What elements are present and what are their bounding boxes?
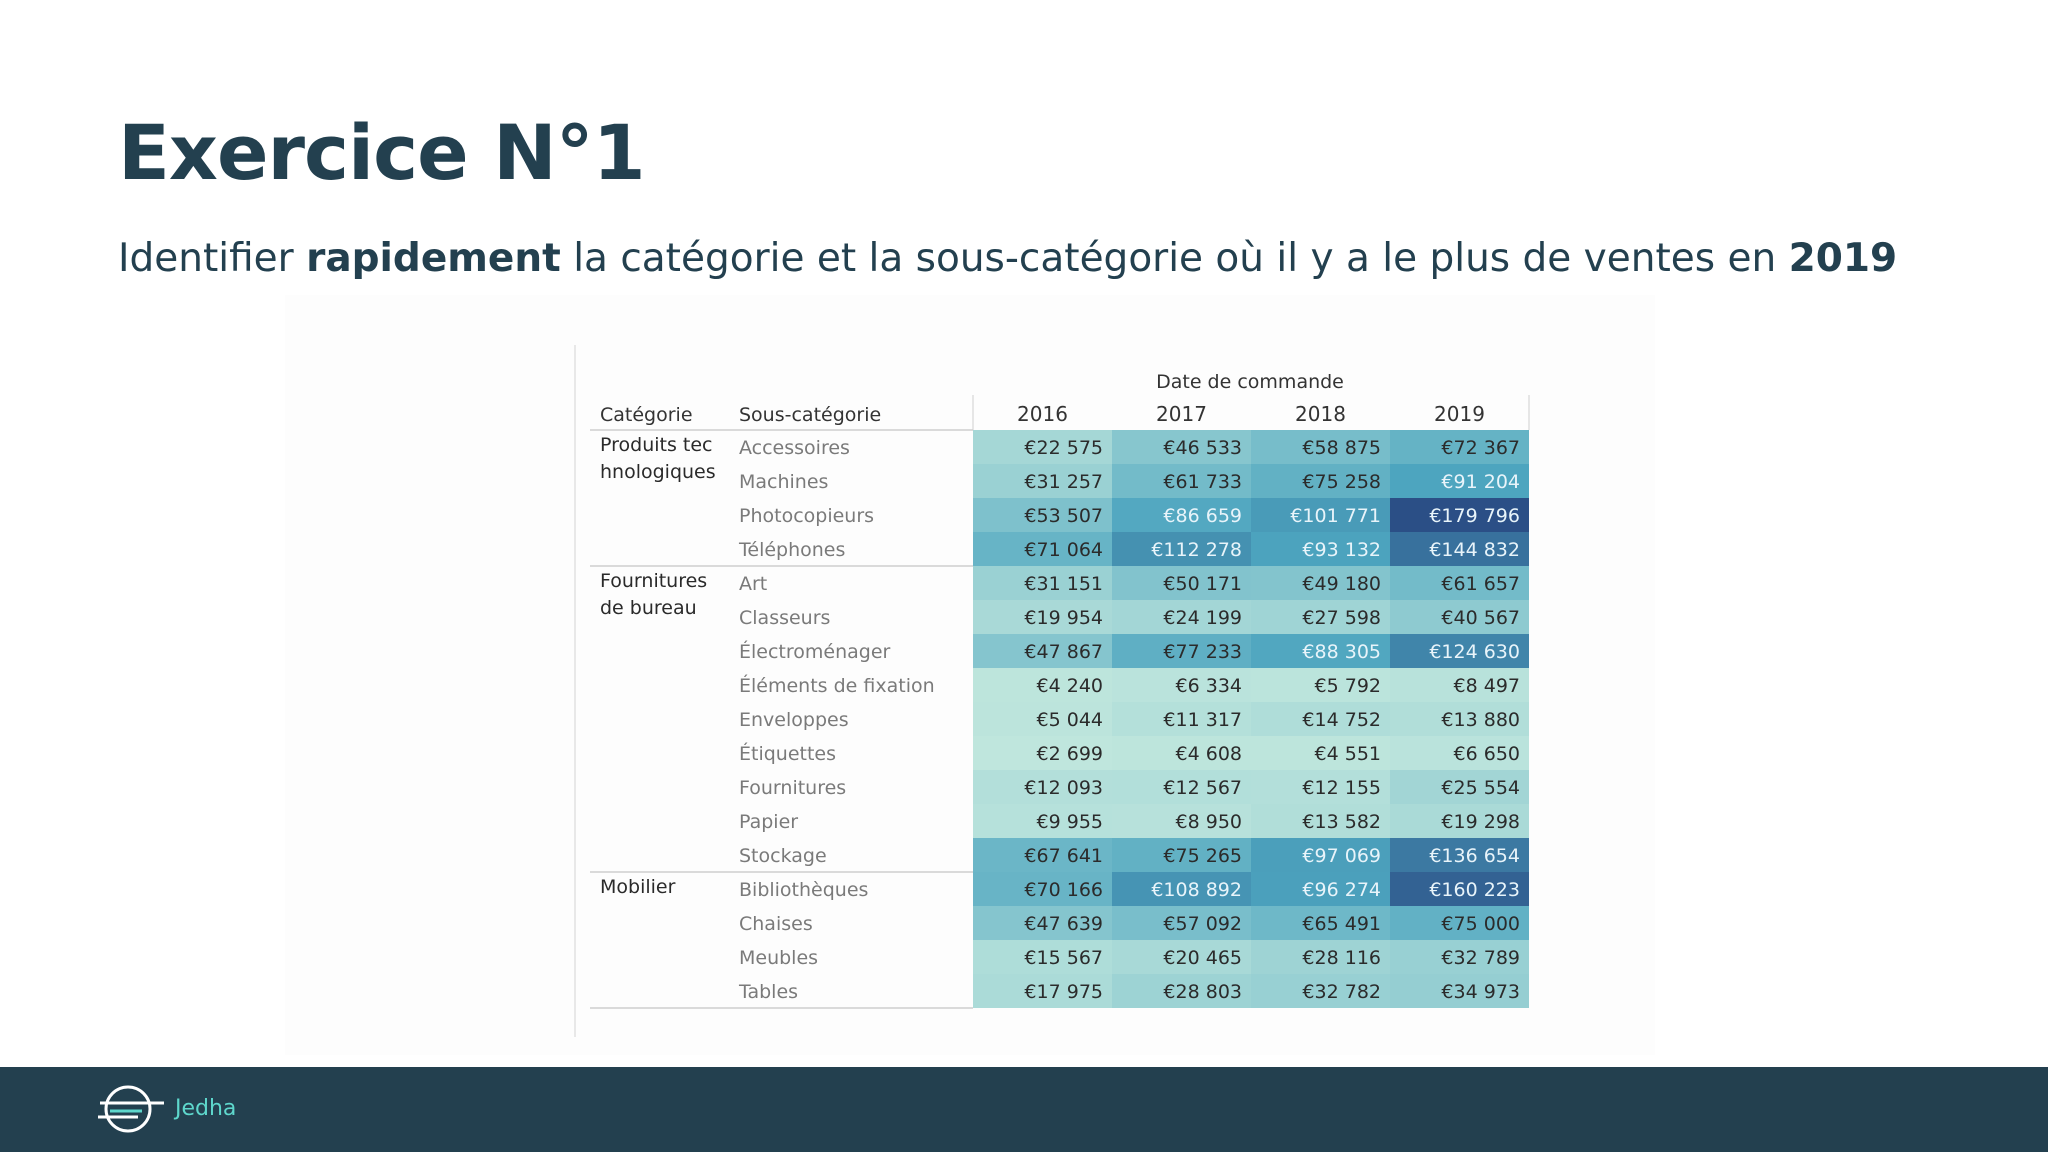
cell-value-label: €28 116 xyxy=(1302,947,1381,969)
subcategory-label: Machines xyxy=(739,471,829,493)
cell-value-label: €15 567 xyxy=(1024,947,1103,969)
cell-value-label: €12 567 xyxy=(1163,777,1242,799)
category-label: de bureau xyxy=(600,597,697,619)
year-header-2019: 2019 xyxy=(1434,402,1485,426)
column-group-title: Date de commande xyxy=(1156,371,1344,393)
cell-value-label: €5 792 xyxy=(1314,675,1381,697)
category-label: Fournitures xyxy=(600,570,708,592)
cell-value-label: €72 367 xyxy=(1441,437,1520,459)
category-label: Produits tec xyxy=(600,434,713,456)
subcategory-label: Tables xyxy=(739,981,799,1003)
cell-value-label: €13 582 xyxy=(1302,811,1381,833)
subtitle-text-start: Identifier xyxy=(118,236,307,281)
cell-value-label: €61 657 xyxy=(1441,573,1520,595)
subcategory-label: Bibliothèques xyxy=(739,879,869,901)
cell-value-label: €75 265 xyxy=(1163,845,1242,867)
cell-value-label: €47 639 xyxy=(1024,913,1103,935)
subtitle-text-middle: la catégorie et la sous-catégorie où il y a le plus de ventes en xyxy=(560,236,1789,281)
cell-value-label: €13 880 xyxy=(1441,709,1520,731)
cell-value-label: €124 630 xyxy=(1429,641,1520,663)
subcategory-label: Enveloppes xyxy=(739,709,849,731)
category-label: hnologiques xyxy=(600,461,716,483)
cell-value-label: €6 650 xyxy=(1453,743,1520,765)
cell-value-label: €27 598 xyxy=(1302,607,1381,629)
cell-value-label: €70 166 xyxy=(1024,879,1103,901)
cell-value-label: €4 551 xyxy=(1314,743,1381,765)
heatmap-table-frame xyxy=(285,295,1655,1055)
category-label: Mobilier xyxy=(600,876,676,898)
cell-value-label: €12 093 xyxy=(1024,777,1103,799)
cell-value-label: €97 069 xyxy=(1302,845,1381,867)
cell-value-label: €160 223 xyxy=(1429,879,1520,901)
cell-value-label: €179 796 xyxy=(1429,505,1520,527)
cell-value-label: €8 950 xyxy=(1175,811,1242,833)
footer-bar xyxy=(0,1067,2048,1152)
subcategory-label: Art xyxy=(739,573,768,595)
slide-title: Exercice N°1 xyxy=(118,108,645,197)
cell-value-label: €31 151 xyxy=(1024,573,1103,595)
cell-value-label: €47 867 xyxy=(1024,641,1103,663)
cell-value-label: €91 204 xyxy=(1441,471,1520,493)
subcategory-label: Stockage xyxy=(739,845,827,867)
subcategory-label: Téléphones xyxy=(739,539,846,561)
cell-value-label: €32 782 xyxy=(1302,981,1381,1003)
subcategory-label: Chaises xyxy=(739,913,813,935)
cell-value-label: €31 257 xyxy=(1024,471,1103,493)
cell-value-label: €14 752 xyxy=(1302,709,1381,731)
cell-value-label: €58 875 xyxy=(1302,437,1381,459)
cell-value-label: €86 659 xyxy=(1163,505,1242,527)
cell-value-label: €34 973 xyxy=(1441,981,1520,1003)
brand-name: Jedha xyxy=(175,1096,237,1121)
cell-value-label: €19 298 xyxy=(1441,811,1520,833)
cell-value-label: €2 699 xyxy=(1036,743,1103,765)
cell-value-label: €22 575 xyxy=(1024,437,1103,459)
cell-value-label: €71 064 xyxy=(1024,539,1103,561)
subcategory-label: Étiquettes xyxy=(739,743,837,765)
cell-value-label: €88 305 xyxy=(1302,641,1381,663)
sales-heatmap-table xyxy=(285,295,1655,1055)
subcategory-label: Accessoires xyxy=(739,437,850,459)
cell-value-label: €50 171 xyxy=(1163,573,1242,595)
subcategory-label: Éléments de fixation xyxy=(739,675,935,697)
jedha-logo-icon xyxy=(98,1083,168,1135)
subcategory-label: Classeurs xyxy=(739,607,831,629)
cell-value-label: €32 789 xyxy=(1441,947,1520,969)
cell-value-label: €9 955 xyxy=(1036,811,1103,833)
cell-value-label: €75 258 xyxy=(1302,471,1381,493)
cell-value-label: €17 975 xyxy=(1024,981,1103,1003)
cell-value-label: €24 199 xyxy=(1163,607,1242,629)
cell-value-label: €46 533 xyxy=(1163,437,1242,459)
cell-value-label: €112 278 xyxy=(1151,539,1242,561)
cell-value-label: €28 803 xyxy=(1163,981,1242,1003)
cell-value-label: €77 233 xyxy=(1163,641,1242,663)
year-header-2016: 2016 xyxy=(1017,402,1068,426)
cell-value-label: €12 155 xyxy=(1302,777,1381,799)
cell-value-label: €61 733 xyxy=(1163,471,1242,493)
header-subcategory: Sous-catégorie xyxy=(739,404,882,426)
subcategory-label: Électroménager xyxy=(739,641,891,663)
subcategory-label: Fournitures xyxy=(739,777,847,799)
cell-value-label: €20 465 xyxy=(1163,947,1242,969)
cell-value-label: €5 044 xyxy=(1036,709,1103,731)
cell-value-label: €96 274 xyxy=(1302,879,1381,901)
cell-value-label: €4 240 xyxy=(1036,675,1103,697)
subcategory-label: Papier xyxy=(739,811,799,833)
cell-value-label: €25 554 xyxy=(1441,777,1520,799)
cell-value-label: €19 954 xyxy=(1024,607,1103,629)
cell-value-label: €136 654 xyxy=(1429,845,1520,867)
year-header-2018: 2018 xyxy=(1295,402,1346,426)
cell-value-label: €65 491 xyxy=(1302,913,1381,935)
subtitle-emphasis-rapidement: rapidement xyxy=(306,236,561,281)
cell-value-label: €40 567 xyxy=(1441,607,1520,629)
cell-value-label: €108 892 xyxy=(1151,879,1242,901)
slide-subtitle xyxy=(118,236,1897,281)
cell-value-label: €49 180 xyxy=(1302,573,1381,595)
cell-value-label: €101 771 xyxy=(1290,505,1381,527)
cell-value-label: €6 334 xyxy=(1175,675,1242,697)
cell-value-label: €57 092 xyxy=(1163,913,1242,935)
subcategory-label: Meubles xyxy=(739,947,819,969)
cell-value-label: €11 317 xyxy=(1163,709,1242,731)
cell-value-label: €53 507 xyxy=(1024,505,1103,527)
cell-value-label: €144 832 xyxy=(1429,539,1520,561)
header-category: Catégorie xyxy=(600,404,693,426)
cell-value-label: €8 497 xyxy=(1453,675,1520,697)
subtitle-emphasis-year: 2019 xyxy=(1788,236,1898,281)
cell-value-label: €93 132 xyxy=(1302,539,1381,561)
year-header-2017: 2017 xyxy=(1156,402,1207,426)
cell-value-label: €4 608 xyxy=(1175,743,1242,765)
cell-value-label: €75 000 xyxy=(1441,913,1520,935)
cell-value-label: €67 641 xyxy=(1024,845,1103,867)
subcategory-label: Photocopieurs xyxy=(739,505,875,527)
